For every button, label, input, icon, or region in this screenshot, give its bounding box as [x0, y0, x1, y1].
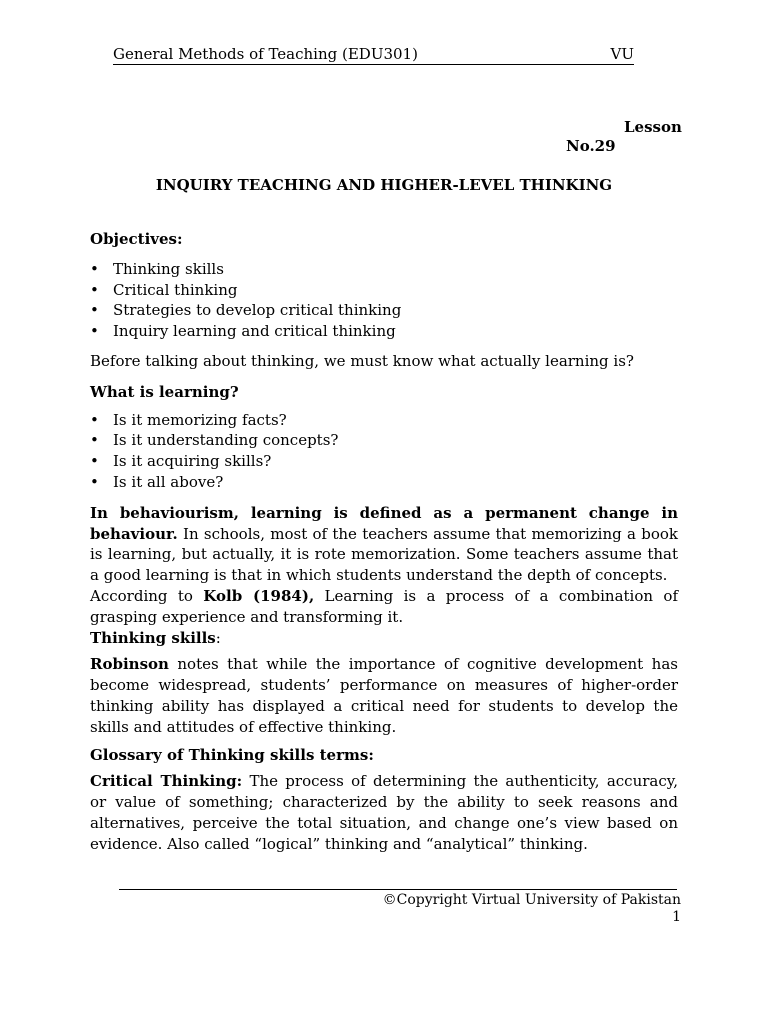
lesson-label: Lesson	[624, 118, 682, 136]
thinking-skills-heading	[90, 628, 678, 649]
kolb-paragraph	[90, 586, 678, 628]
bullet-icon: •	[90, 259, 99, 278]
page-number: 1	[672, 909, 681, 925]
robinson-name: Robinson	[90, 655, 169, 674]
bullet-icon: •	[90, 431, 99, 450]
critical-thinking-term: Critical Thinking:	[90, 772, 243, 791]
learning-heading: What is learning?	[90, 382, 239, 401]
list-item-text: Is it all above?	[113, 472, 224, 491]
bullet-icon: •	[90, 322, 99, 341]
list-item	[90, 472, 678, 493]
list-item	[90, 451, 678, 472]
glossary-heading: Glossary of Thinking skills terms:	[90, 745, 374, 764]
list-item	[90, 410, 678, 431]
behaviourism-definition: In behaviourism, learning is defined as a permanent change in behaviour.	[90, 503, 678, 543]
list-item	[90, 280, 678, 301]
lesson-number: No.29	[566, 137, 616, 155]
footer-divider	[119, 889, 677, 890]
robinson-paragraph	[90, 654, 678, 737]
document-title: INQUIRY TEACHING AND HIGHER-LEVEL THINKING	[155, 176, 613, 194]
objectives-heading: Objectives:	[90, 230, 183, 248]
learning-list	[90, 410, 678, 493]
list-item	[90, 300, 678, 321]
kolb-citation: Kolb (1984),	[203, 586, 315, 605]
intro-paragraph: Before talking about thinking, we must know what actually learning is?	[90, 351, 634, 370]
thinking-skills-title: Thinking skills	[90, 628, 216, 647]
list-item	[90, 321, 678, 342]
robinson-text: notes that while the importance of cognitive development has become widespread, students’ performance on measures of higher-order thinking ability has displayed a critical need for students to develop the skills and attitudes of effective thinking.	[90, 655, 678, 736]
kolb-text: Learning is a process of a combination of grasping experience and transforming it.	[90, 586, 678, 626]
list-item-text: Is it understanding concepts?	[113, 431, 339, 450]
list-item-text: Strategies to develop critical thinking	[113, 301, 402, 320]
document-body	[90, 229, 678, 855]
critical-thinking-text: The process of determining the authenticity, accuracy, or value of something; characterized by the ability to seek reasons and alternatives, perceive the total situation, and change one’s view based on evidence. Also called “logical” thinking and “analytical” thinking.	[90, 772, 679, 853]
list-item-text: Inquiry learning and critical thinking	[113, 322, 396, 341]
bullet-icon: •	[90, 452, 99, 471]
list-item-text: Critical thinking	[113, 280, 238, 299]
behaviourism-paragraph	[90, 503, 678, 586]
list-item-text: Is it memorizing facts?	[113, 410, 287, 429]
bullet-icon: •	[90, 472, 99, 491]
objectives-list	[90, 259, 678, 342]
footer-copyright: ©Copyright Virtual University of Pakistan	[382, 892, 681, 908]
thinking-skills-colon: :	[215, 628, 221, 647]
kolb-prefix: According to	[90, 586, 204, 605]
list-item	[90, 430, 678, 451]
institution-abbrev: VU	[610, 45, 634, 63]
bullet-icon: •	[90, 410, 99, 429]
bullet-icon: •	[90, 280, 99, 299]
page-header	[113, 45, 634, 65]
list-item-text: Thinking skills	[113, 259, 224, 278]
critical-thinking-paragraph	[90, 771, 678, 854]
bullet-icon: •	[90, 301, 99, 320]
list-item	[90, 259, 678, 280]
course-title: General Methods of Teaching (EDU301)	[113, 45, 418, 63]
list-item-text: Is it acquiring skills?	[113, 452, 272, 471]
behaviourism-text: In schools, most of the teachers assume that memorizing a book is learning, but actually, it is rote memorization. Some teachers assume that a good learning is that in which students understand the depth of concepts.	[90, 524, 678, 585]
